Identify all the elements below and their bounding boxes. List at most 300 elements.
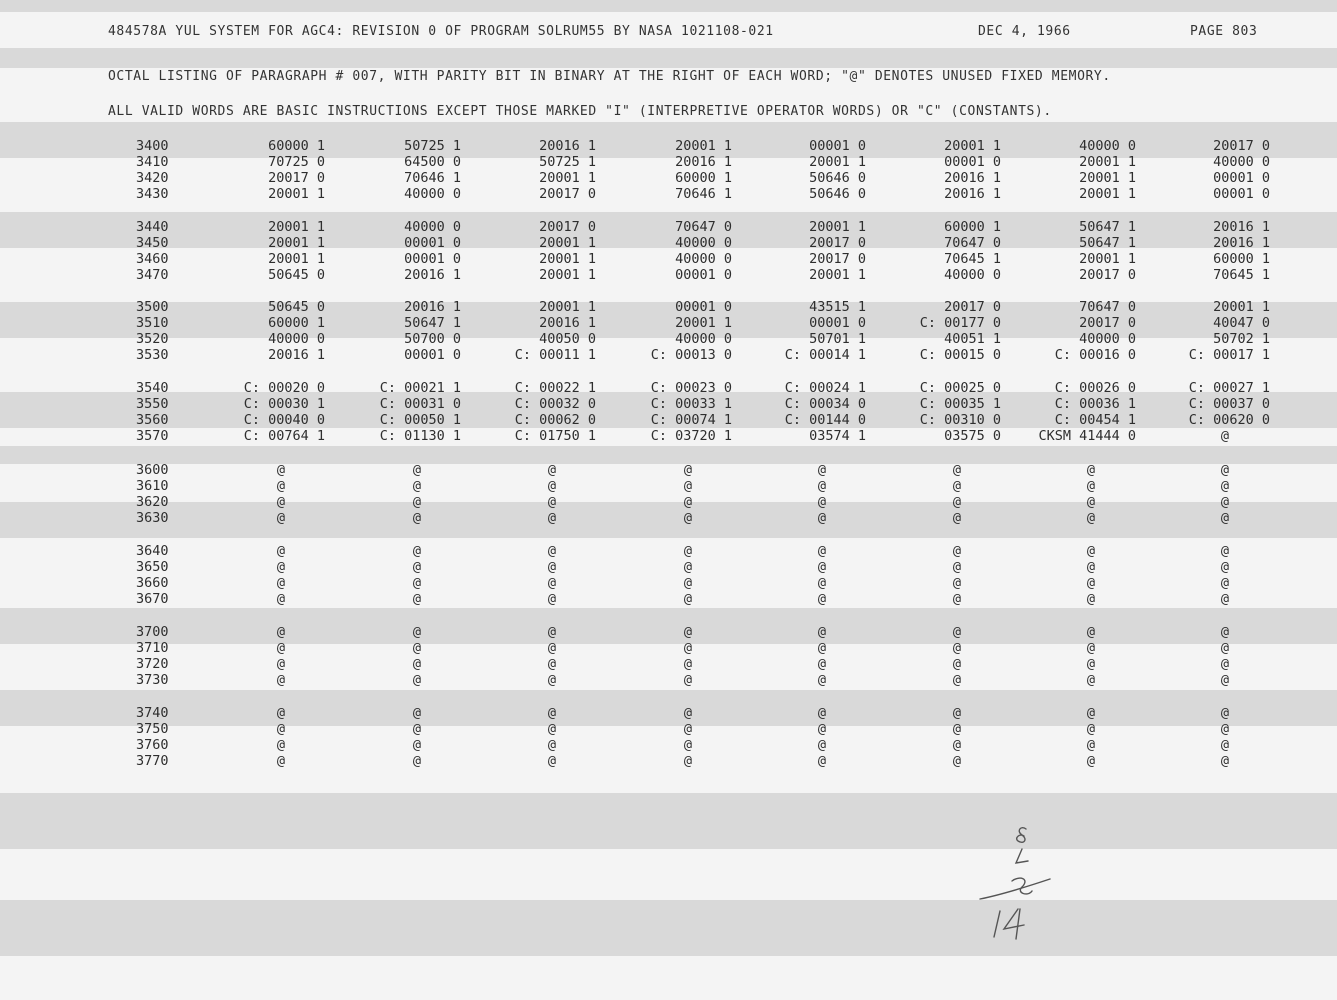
unused-memory-marker: @ <box>412 672 422 688</box>
unused-memory-marker: @ <box>952 672 962 688</box>
octal-word: 00001 0 <box>675 299 732 315</box>
octal-word: 20001 1 <box>944 138 1001 154</box>
octal-word: 50645 0 <box>268 299 325 315</box>
handwritten-pencil-notes <box>960 815 1070 945</box>
octal-word: 20016 1 <box>1213 219 1270 235</box>
unused-memory-marker: @ <box>547 510 557 526</box>
unused-memory-marker: @ <box>683 462 693 478</box>
header-date: DEC 4, 1966 <box>978 24 1071 39</box>
listing-row <box>0 672 1337 688</box>
octal-word: C: 00030 1 <box>243 396 325 412</box>
octal-word: 20017 0 <box>1213 138 1270 154</box>
unused-memory-marker: @ <box>952 478 962 494</box>
octal-word: 40000 0 <box>404 219 461 235</box>
unused-memory-marker: @ <box>412 705 422 721</box>
octal-word: CKSM 41444 0 <box>1038 428 1136 444</box>
unused-memory-marker: @ <box>547 721 557 737</box>
unused-memory-marker: @ <box>952 575 962 591</box>
octal-word: 00001 0 <box>404 235 461 251</box>
unused-memory-marker: @ <box>1220 705 1230 721</box>
row-address: 3530 <box>136 347 169 363</box>
unused-memory-marker: @ <box>817 478 827 494</box>
unused-memory-marker: @ <box>817 624 827 640</box>
unused-memory-marker: @ <box>817 494 827 510</box>
octal-word: C: 00034 0 <box>784 396 866 412</box>
unused-memory-marker: @ <box>1220 640 1230 656</box>
octal-word: 20016 1 <box>268 347 325 363</box>
unused-memory-marker: @ <box>1086 640 1096 656</box>
octal-word: 00001 0 <box>809 138 866 154</box>
octal-word: C: 00026 0 <box>1054 380 1136 396</box>
unused-memory-marker: @ <box>412 721 422 737</box>
unused-memory-marker: @ <box>547 543 557 559</box>
unused-memory-marker: @ <box>412 510 422 526</box>
unused-memory-marker: @ <box>1086 737 1096 753</box>
unused-memory-marker: @ <box>547 737 557 753</box>
listing-row <box>0 396 1337 412</box>
unused-memory-marker: @ <box>1220 753 1230 769</box>
octal-word: C: 00013 0 <box>650 347 732 363</box>
listing-row <box>0 154 1337 170</box>
listing-row <box>0 267 1337 283</box>
unused-memory-marker: @ <box>1086 494 1096 510</box>
octal-word: 50701 1 <box>809 331 866 347</box>
unused-memory-marker: @ <box>817 591 827 607</box>
unused-memory-marker: @ <box>683 559 693 575</box>
row-address: 3510 <box>136 315 169 331</box>
octal-word: 03575 0 <box>944 428 1001 444</box>
octal-word: 20001 1 <box>268 251 325 267</box>
unused-memory-marker: @ <box>547 640 557 656</box>
unused-memory-marker: @ <box>412 543 422 559</box>
unused-memory-marker: @ <box>412 478 422 494</box>
octal-word: C: 00454 1 <box>1054 412 1136 428</box>
octal-word: C: 03720 1 <box>650 428 732 444</box>
unused-memory-marker: @ <box>276 656 286 672</box>
unused-memory-marker: @ <box>683 672 693 688</box>
listing-row <box>0 591 1337 607</box>
octal-word: 50725 1 <box>404 138 461 154</box>
unused-memory-marker: @ <box>952 656 962 672</box>
octal-word: 50645 0 <box>268 267 325 283</box>
unused-memory-marker: @ <box>817 543 827 559</box>
octal-word: 20001 1 <box>1079 154 1136 170</box>
unused-memory-marker: @ <box>276 543 286 559</box>
octal-word: 20017 0 <box>1079 267 1136 283</box>
unused-memory-marker: @ <box>547 656 557 672</box>
unused-memory-marker: @ <box>817 640 827 656</box>
row-address: 3750 <box>136 721 169 737</box>
row-address: 3670 <box>136 591 169 607</box>
unused-memory-marker: @ <box>683 494 693 510</box>
octal-word: 20017 0 <box>1079 315 1136 331</box>
row-address: 3730 <box>136 672 169 688</box>
octal-word: C: 00040 0 <box>243 412 325 428</box>
octal-word: C: 00031 0 <box>379 396 461 412</box>
listing-row <box>0 412 1337 428</box>
unused-memory-marker: @ <box>276 624 286 640</box>
unused-memory-marker: @ <box>817 721 827 737</box>
unused-memory-marker: @ <box>547 559 557 575</box>
octal-word: 20001 1 <box>539 170 596 186</box>
octal-word: 20001 1 <box>539 235 596 251</box>
unused-memory-marker: @ <box>1086 510 1096 526</box>
octal-word: 40047 0 <box>1213 315 1270 331</box>
row-address: 3450 <box>136 235 169 251</box>
unused-memory-marker: @ <box>952 559 962 575</box>
octal-word: C: 00023 0 <box>650 380 732 396</box>
octal-word: 60000 1 <box>1213 251 1270 267</box>
listing-row <box>0 575 1337 591</box>
unused-memory-marker: @ <box>276 591 286 607</box>
octal-word: 40050 0 <box>539 331 596 347</box>
octal-word: 00001 0 <box>1213 186 1270 202</box>
unused-memory-marker: @ <box>683 478 693 494</box>
octal-word: 70647 0 <box>1079 299 1136 315</box>
octal-word: 20016 1 <box>944 186 1001 202</box>
listing-row <box>0 737 1337 753</box>
unused-memory-marker: @ <box>412 559 422 575</box>
octal-word: 20017 0 <box>944 299 1001 315</box>
octal-word: 50725 1 <box>539 154 596 170</box>
unused-memory-marker: @ <box>276 559 286 575</box>
octal-word: 20016 1 <box>404 267 461 283</box>
unused-memory-marker: @ <box>683 753 693 769</box>
row-address: 3740 <box>136 705 169 721</box>
octal-word: 70646 1 <box>404 170 461 186</box>
unused-memory-marker: @ <box>412 494 422 510</box>
octal-word: 20001 1 <box>809 154 866 170</box>
unused-memory-marker: @ <box>276 705 286 721</box>
row-address: 3610 <box>136 478 169 494</box>
unused-memory-marker: @ <box>1086 753 1096 769</box>
octal-word: C: 00037 0 <box>1188 396 1270 412</box>
listing-row <box>0 170 1337 186</box>
octal-word: C: 00011 1 <box>514 347 596 363</box>
unused-memory-marker: @ <box>1220 494 1230 510</box>
unused-memory-marker: @ <box>683 705 693 721</box>
unused-memory-marker: @ <box>683 575 693 591</box>
row-address: 3560 <box>136 412 169 428</box>
octal-word: 50646 0 <box>809 170 866 186</box>
unused-memory-marker: @ <box>817 672 827 688</box>
octal-word: 20016 1 <box>675 154 732 170</box>
listing-row <box>0 559 1337 575</box>
unused-memory-marker: @ <box>1220 510 1230 526</box>
unused-memory-marker: @ <box>952 494 962 510</box>
octal-word: 20001 1 <box>809 219 866 235</box>
octal-word: 20001 1 <box>1213 299 1270 315</box>
unused-memory-marker: @ <box>952 510 962 526</box>
row-address: 3410 <box>136 154 169 170</box>
unused-memory-marker: @ <box>276 575 286 591</box>
octal-word: C: 00021 1 <box>379 380 461 396</box>
row-address: 3710 <box>136 640 169 656</box>
octal-word: 00001 0 <box>1213 170 1270 186</box>
unused-memory-marker: @ <box>1220 737 1230 753</box>
unused-memory-marker: @ <box>817 737 827 753</box>
unused-memory-marker: @ <box>276 478 286 494</box>
unused-memory-marker: @ <box>683 721 693 737</box>
octal-word: 20001 1 <box>809 267 866 283</box>
listing-row <box>0 478 1337 494</box>
octal-word: 03574 1 <box>809 428 866 444</box>
octal-word: C: 00062 0 <box>514 412 596 428</box>
octal-word: C: 00027 1 <box>1188 380 1270 396</box>
unused-memory-marker: @ <box>412 624 422 640</box>
octal-word: 60000 1 <box>944 219 1001 235</box>
unused-memory-marker: @ <box>817 510 827 526</box>
unused-memory-marker: @ <box>1086 575 1096 591</box>
unused-memory-marker: @ <box>952 624 962 640</box>
octal-word: C: 00032 0 <box>514 396 596 412</box>
unused-memory-marker: @ <box>412 575 422 591</box>
unused-memory-marker: @ <box>1086 705 1096 721</box>
listing-row <box>0 235 1337 251</box>
listing-row <box>0 624 1337 640</box>
octal-word: 20017 0 <box>809 235 866 251</box>
unused-memory-marker: @ <box>683 591 693 607</box>
listing-row <box>0 331 1337 347</box>
octal-word: 70725 0 <box>268 154 325 170</box>
listing-row <box>0 380 1337 396</box>
row-address: 3630 <box>136 510 169 526</box>
unused-memory-marker: @ <box>1086 543 1096 559</box>
octal-word: C: 00033 1 <box>650 396 732 412</box>
row-address: 3570 <box>136 428 169 444</box>
octal-word: 20001 1 <box>539 267 596 283</box>
unused-memory-marker: @ <box>683 737 693 753</box>
octal-word: 20001 1 <box>1079 170 1136 186</box>
octal-word: 20016 1 <box>944 170 1001 186</box>
unused-memory-marker: @ <box>547 753 557 769</box>
row-address: 3500 <box>136 299 169 315</box>
unused-memory-marker: @ <box>276 510 286 526</box>
row-address: 3660 <box>136 575 169 591</box>
row-address: 3640 <box>136 543 169 559</box>
unused-memory-marker: @ <box>817 705 827 721</box>
row-address: 3400 <box>136 138 169 154</box>
octal-word: 40000 0 <box>675 251 732 267</box>
row-address: 3770 <box>136 753 169 769</box>
octal-word: 20016 1 <box>1213 235 1270 251</box>
listing-row <box>0 543 1337 559</box>
unused-memory-marker: @ <box>1220 591 1230 607</box>
unused-memory-marker: @ <box>952 705 962 721</box>
octal-word: 20001 1 <box>268 235 325 251</box>
listing-row <box>0 428 1337 444</box>
octal-word: 70645 1 <box>944 251 1001 267</box>
unused-memory-marker: @ <box>1086 672 1096 688</box>
octal-word: 64500 0 <box>404 154 461 170</box>
octal-word: 50647 1 <box>404 315 461 331</box>
unused-memory-marker: @ <box>547 591 557 607</box>
octal-word: 20001 1 <box>539 251 596 267</box>
unused-memory-marker: @ <box>683 543 693 559</box>
unused-memory-marker: @ <box>412 737 422 753</box>
octal-word: 40000 0 <box>675 235 732 251</box>
octal-word: 20001 1 <box>268 186 325 202</box>
octal-word: 20017 0 <box>539 186 596 202</box>
unused-memory-marker: @ <box>1086 656 1096 672</box>
row-address: 3700 <box>136 624 169 640</box>
octal-word: 70645 1 <box>1213 267 1270 283</box>
row-address: 3600 <box>136 462 169 478</box>
unused-memory-marker: @ <box>1220 672 1230 688</box>
unused-memory-marker: @ <box>412 640 422 656</box>
row-address: 3440 <box>136 219 169 235</box>
octal-word: C: 00020 0 <box>243 380 325 396</box>
listing-row <box>0 510 1337 526</box>
unused-memory-marker: @ <box>683 510 693 526</box>
listing-row <box>0 753 1337 769</box>
header-title: 484578A YUL SYSTEM FOR AGC4: REVISION 0 OF PROGRAM SOLRUM55 BY NASA 1021108-021 <box>108 24 774 39</box>
unused-memory-marker: @ <box>412 591 422 607</box>
header-page-number: PAGE 803 <box>1190 24 1258 39</box>
octal-word: 40000 0 <box>675 331 732 347</box>
octal-word: 20001 1 <box>675 315 732 331</box>
octal-word: 50702 1 <box>1213 331 1270 347</box>
unused-memory-marker: @ <box>952 543 962 559</box>
row-address: 3550 <box>136 396 169 412</box>
unused-memory-marker: @ <box>1220 462 1230 478</box>
listing-legend: ALL VALID WORDS ARE BASIC INSTRUCTIONS EXCEPT THOSE MARKED "I" (INTERPRETIVE OPERATOR WORDS) OR "C" (CONSTANTS). <box>108 104 1052 119</box>
row-address: 3470 <box>136 267 169 283</box>
octal-word: 20001 1 <box>1079 186 1136 202</box>
octal-word: C: 00050 1 <box>379 412 461 428</box>
octal-word: 20017 0 <box>268 170 325 186</box>
unused-memory-marker: @ <box>412 753 422 769</box>
listing-row <box>0 251 1337 267</box>
row-address: 3760 <box>136 737 169 753</box>
row-address: 3650 <box>136 559 169 575</box>
unused-memory-marker: @ <box>547 494 557 510</box>
octal-word: C: 00036 1 <box>1054 396 1136 412</box>
octal-word: 00001 0 <box>675 267 732 283</box>
octal-word: 50647 1 <box>1079 219 1136 235</box>
octal-word: C: 00015 0 <box>919 347 1001 363</box>
listing-row <box>0 138 1337 154</box>
unused-memory-marker: @ <box>952 462 962 478</box>
unused-memory-marker: @ <box>276 494 286 510</box>
octal-word: C: 00024 1 <box>784 380 866 396</box>
listing-row <box>0 640 1337 656</box>
octal-word: C: 00016 0 <box>1054 347 1136 363</box>
row-address: 3540 <box>136 380 169 396</box>
octal-word: C: 01750 1 <box>514 428 596 444</box>
octal-word: 00001 0 <box>944 154 1001 170</box>
octal-word: C: 00025 0 <box>919 380 1001 396</box>
listing-row <box>0 656 1337 672</box>
octal-word: 40000 0 <box>1079 138 1136 154</box>
unused-memory-marker: @ <box>276 640 286 656</box>
octal-word: 00001 0 <box>809 315 866 331</box>
octal-word: 40000 0 <box>1079 331 1136 347</box>
listing-row <box>0 462 1337 478</box>
listing-row <box>0 219 1337 235</box>
unused-memory-marker: @ <box>952 640 962 656</box>
listing-description: OCTAL LISTING OF PARAGRAPH # 007, WITH PARITY BIT IN BINARY AT THE RIGHT OF EACH WORD; "@" DENOTES UNUSED FIXED MEMORY. <box>108 69 1111 84</box>
unused-memory-marker: @ <box>683 624 693 640</box>
octal-word: 43515 1 <box>809 299 866 315</box>
unused-memory-marker: @ <box>1220 656 1230 672</box>
listing-row <box>0 347 1337 363</box>
unused-memory-marker: @ <box>276 672 286 688</box>
unused-memory-marker: @ <box>1220 559 1230 575</box>
unused-memory-marker: @ <box>952 737 962 753</box>
listing-row <box>0 705 1337 721</box>
unused-memory-marker: @ <box>1086 721 1096 737</box>
octal-word: C: 00764 1 <box>243 428 325 444</box>
unused-memory-marker: @ <box>817 462 827 478</box>
octal-word: 20016 1 <box>539 138 596 154</box>
octal-word: C: 00620 0 <box>1188 412 1270 428</box>
octal-word: 70647 0 <box>944 235 1001 251</box>
listing-row <box>0 494 1337 510</box>
unused-memory-marker: @ <box>817 575 827 591</box>
unused-memory-marker: @ <box>276 462 286 478</box>
octal-word: 20001 1 <box>675 138 732 154</box>
octal-word: 50700 0 <box>404 331 461 347</box>
octal-word: 60000 1 <box>268 315 325 331</box>
octal-word: 20001 1 <box>539 299 596 315</box>
octal-word: 70647 0 <box>675 219 732 235</box>
octal-word: 40051 1 <box>944 331 1001 347</box>
octal-word: 40000 0 <box>1213 154 1270 170</box>
octal-word: 20016 1 <box>539 315 596 331</box>
unused-memory-marker: @ <box>412 656 422 672</box>
octal-word: C: 00310 0 <box>919 412 1001 428</box>
unused-memory-marker: @ <box>1086 478 1096 494</box>
unused-memory-marker: @ <box>1086 462 1096 478</box>
row-address: 3520 <box>136 331 169 347</box>
unused-memory-marker: @ <box>547 624 557 640</box>
unused-memory-marker: @ <box>547 575 557 591</box>
unused-memory-marker: @ <box>1220 624 1230 640</box>
octal-word: 40000 0 <box>944 267 1001 283</box>
unused-memory-marker: @ <box>547 462 557 478</box>
unused-memory-marker: @ <box>276 737 286 753</box>
unused-memory-marker: @ <box>952 591 962 607</box>
row-address: 3460 <box>136 251 169 267</box>
unused-memory-marker: @ <box>683 640 693 656</box>
unused-memory-marker: @ <box>952 753 962 769</box>
octal-word: 40000 0 <box>404 186 461 202</box>
unused-memory-marker: @ <box>1220 575 1230 591</box>
unused-memory-marker: @ <box>817 656 827 672</box>
unused-memory-marker: @ <box>1086 591 1096 607</box>
listing-row <box>0 721 1337 737</box>
octal-word: 60000 1 <box>268 138 325 154</box>
octal-word: 20001 1 <box>1079 251 1136 267</box>
octal-word: 20017 0 <box>539 219 596 235</box>
unused-memory-marker: @ <box>817 753 827 769</box>
row-address: 3720 <box>136 656 169 672</box>
octal-word: 60000 1 <box>675 170 732 186</box>
octal-word: 20001 1 <box>268 219 325 235</box>
unused-memory-marker: @ <box>547 672 557 688</box>
unused-memory-marker: @ <box>276 721 286 737</box>
unused-memory-marker: @ <box>1220 543 1230 559</box>
unused-memory-marker: @ <box>1086 559 1096 575</box>
octal-word: C: 00035 1 <box>919 396 1001 412</box>
listing-row <box>0 315 1337 331</box>
unused-memory-marker: @ <box>1220 478 1230 494</box>
unused-memory-marker: @ <box>276 753 286 769</box>
octal-word: 00001 0 <box>404 347 461 363</box>
octal-word: 20017 0 <box>809 251 866 267</box>
row-address: 3620 <box>136 494 169 510</box>
